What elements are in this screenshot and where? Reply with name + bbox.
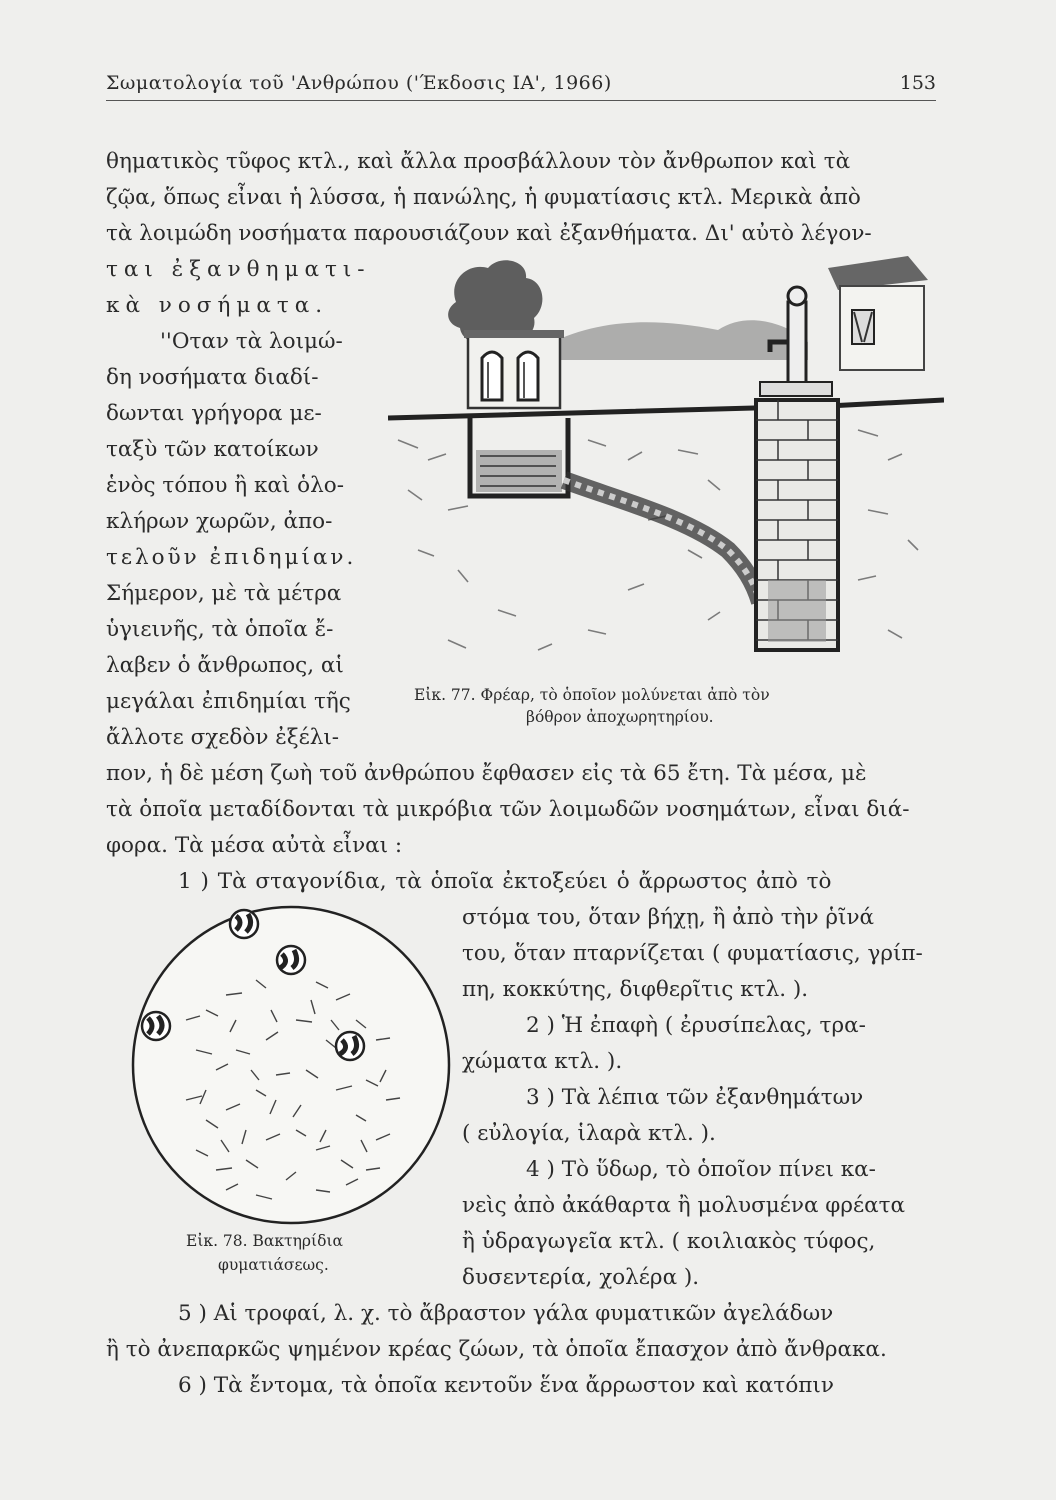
body-line: ται ἐξανθηματι-: [106, 257, 371, 282]
figure-77-caption-line2: βόθρον ἀποχωρητηρίου.: [526, 708, 714, 726]
body-line: τελοῦν ἐπιδημίαν.: [106, 545, 357, 570]
body-line: ''Οταν τὰ λοιμώ-: [160, 329, 343, 354]
body-line: χώματα κτλ. ).: [462, 1049, 623, 1074]
list-item-3: 3 ) Τὰ λέπια τῶν ἐξανθημάτων: [526, 1085, 864, 1110]
body-line: δη νοσήματα διαδί-: [106, 365, 319, 390]
figure-bacilli-illustration: [126, 900, 456, 1230]
body-line: ἢ ὑδραγωγεῖα κτλ. ( κοιλιακὸς τύφος,: [462, 1229, 876, 1254]
figure-78-caption-line1: Εἰκ. 78. Βακτηρίδια: [186, 1232, 343, 1250]
body-line: ( εὐλογία, ἱλαρὰ κτλ. ).: [462, 1121, 716, 1146]
body-line: ζῷα, ὅπως εἶναι ἡ λύσσα, ἡ πανώλης, ἡ φυματίασις κτλ. Μερικὰ ἀπὸ: [106, 185, 861, 210]
body-line: Σήμερον, μὲ τὰ μέτρα: [106, 581, 342, 606]
page-number: 153: [899, 72, 936, 94]
body-line: ἑνὸς τόπου ἢ καὶ ὁλο-: [106, 473, 344, 498]
body-line: του, ὅταν πταρνίζεται ( φυματίασις, γρίπ-: [462, 941, 923, 966]
body-line: ἢ τὸ ἀνεπαρκῶς ψημένον κρέας ζώων, τὰ ὁποῖα ἔπασχον ἀπὸ ἄνθρακα.: [106, 1337, 887, 1362]
list-item-4: 4 ) Τὸ ὕδωρ, τὸ ὁποῖον πίνει κα-: [526, 1157, 876, 1182]
list-item-1: 1 ) Τὰ σταγονίδια, τὰ ὁποῖα ἐκτοξεύει ὁ ἄρρωστος ἀπὸ τὸ: [178, 869, 832, 894]
body-line: τὰ λοιμώδη νοσήματα παρουσιάζουν καὶ ἐξανθήματα. Δι' αὐτὸ λέγον-: [106, 221, 872, 246]
body-line: ἄλλοτε σχεδὸν ἐξέλι-: [106, 725, 340, 750]
running-title: Σωματολογία τοῦ 'Ανθρώπου ('Έκδοσις ΙΑ', 1966): [106, 72, 612, 94]
body-line: νεὶς ἀπὸ ἀκάθαρτα ἢ μολυσμένα φρέατα: [462, 1193, 906, 1218]
body-line: κὰ νοσήματα.: [106, 293, 329, 318]
list-item-6: 6 ) Τὰ ἔντομα, τὰ ὁποῖα κεντοῦν ἕνα ἄρρωστον καὶ κατόπιν: [178, 1373, 834, 1398]
body-line: μεγάλαι ἐπιδημίαι τῆς: [106, 689, 351, 714]
body-line: λαβεν ὁ ἄνθρωπος, αἱ: [106, 653, 344, 678]
body-line: πη, κοκκύτης, διφθερῖτις κτλ. ).: [462, 977, 809, 1002]
body-line: δωνται γρήγορα με-: [106, 401, 322, 426]
figure-well-illustration: [388, 250, 944, 682]
body-line: στόμα του, ὅταν βήχῃ, ἢ ἀπὸ τὴν ῥῖνά: [462, 905, 875, 930]
body-line: ταξὺ τῶν κατοίκων: [106, 437, 319, 462]
figure-78-caption-line2: φυματιάσεως.: [218, 1256, 329, 1274]
privy-house: [464, 330, 564, 408]
body-line: θηματικὸς τῦφος κτλ., καὶ ἄλλα προσβάλλουν τὸν ἄνθρωπον καὶ τὰ: [106, 149, 851, 174]
distant-house: [828, 256, 928, 370]
list-item-2: 2 ) Ἡ ἐπαφὴ ( ἐρυσίπελας, τρα-: [526, 1013, 866, 1038]
figure-77-caption-line1: Εἰκ. 77. Φρέαρ, τὸ ὁποῖον μολύνεται ἀπὸ τὸν: [414, 686, 770, 704]
well-pump: [760, 287, 832, 396]
seepage-channel: [564, 480, 760, 602]
running-header: [106, 66, 936, 101]
list-item-5: 5 ) Αἱ τροφαί, λ. χ. τὸ ἄβραστον γάλα φυματικῶν ἀγελάδων: [178, 1301, 834, 1326]
body-line: δυσεντερία, χολέρα ).: [462, 1265, 700, 1290]
body-line: πον, ἡ δὲ μέση ζωὴ τοῦ ἀνθρώπου ἔφθασεν εἰς τὰ 65 ἔτη. Τὰ μέσα, μὲ: [106, 761, 867, 786]
body-line: ὑγιεινῆς, τὰ ὁποῖα ἔ-: [106, 617, 334, 642]
body-line: κλήρων χωρῶν, ἀπο-: [106, 509, 333, 534]
cesspit-drawing: [470, 418, 568, 496]
well-shaft: [756, 400, 838, 650]
body-line: φορα. Τὰ μέσα αὐτὰ εἶναι :: [106, 833, 403, 858]
body-line: τὰ ὁποῖα μεταδίδονται τὰ μικρόβια τῶν λοιμωδῶν νοσημάτων, εἶναι διά-: [106, 797, 910, 822]
